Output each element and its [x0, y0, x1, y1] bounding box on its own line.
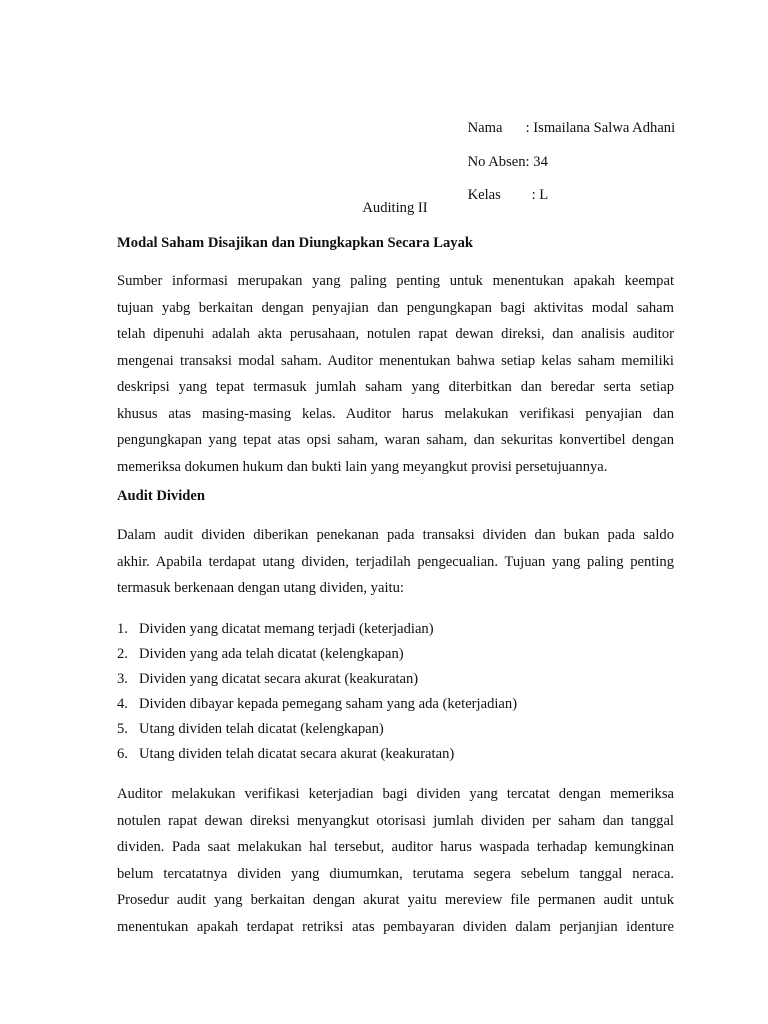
list-text: Dividen yang dicatat secara akurat (keakuratan) [139, 671, 419, 687]
list-number: 2. [117, 646, 128, 662]
class-value: : L [531, 187, 549, 203]
class-label: Kelas [467, 187, 501, 203]
section-heading-modal-saham: Modal Saham Disajikan dan Diungkapkan Secara Layak [117, 235, 474, 251]
name-value: : Ismailana Salwa Adhani [525, 120, 676, 136]
paragraph-line: notulen rapat dewan direksi menyangkut otorisasi jumlah dividen per saham dan tanggal [117, 812, 674, 829]
paragraph-modal-saham [117, 268, 674, 480]
list-number: 1. [117, 621, 128, 637]
paragraph-line: dividen. Pada saat melakukan hal tersebut, auditor harus waspada terhadap kemungkinan [117, 839, 674, 855]
paragraph-line: deskripsi yang tepat termasuk jumlah saham yang diterbitkan dan beredar serta setiap [117, 379, 674, 395]
absen-value: 34 [533, 154, 548, 170]
list-item [117, 667, 677, 692]
name-label: Nama [467, 120, 503, 136]
course-title-text: Auditing II [362, 200, 428, 216]
paragraph-line: khusus atas masing-masing kelas. Auditor harus melakukan verifikasi penyajian dan [117, 405, 674, 422]
list-number: 4. [117, 696, 128, 712]
paragraph-line: tujuan yabg berkaitan dengan penyajian dan pengungkapan bagi aktivitas modal saham [117, 299, 674, 316]
list-text: Utang dividen telah dicatat secara akurat (keakuratan) [139, 746, 455, 762]
section-heading-audit-dividen: Audit Dividen [117, 488, 205, 504]
list-text: Dividen yang ada telah dicatat (kelengkapan) [139, 646, 404, 662]
paragraph-line: Sumber informasi merupakan yang paling penting untuk menentukan apakah keempat [117, 273, 674, 289]
list-item [117, 642, 677, 667]
paragraph-line: pengungkapan yang tepat atas opsi saham, waran saham, dan sekuritas konvertibel dengan [117, 432, 674, 448]
paragraph-line: menentukan apakah terdapat retriksi atas pembayaran dividen dalam perjanjian identure [117, 918, 674, 935]
paragraph-line: Dalam audit dividen diberikan penekanan pada transaksi dividen dan bukan pada saldo [117, 527, 674, 543]
list-number: 3. [117, 671, 128, 687]
list-item [117, 692, 677, 717]
paragraph-line: mengenai transaksi modal saham. Auditor menentukan bahwa setiap kelas saham memiliki [117, 352, 674, 369]
paragraph-audit-dividen-intro [117, 522, 674, 602]
dividend-objectives-list [117, 617, 677, 767]
list-item [117, 742, 677, 767]
paragraph-line: belum tercatatnya dividen yang diumumkan, terutama segera sebelum tanggal neraca. [117, 865, 674, 882]
list-number: 5. [117, 721, 128, 737]
paragraph-line: memeriksa dokumen hukum dan bukti lain yang meyangkut provisi persetujuannya. [117, 458, 608, 475]
paragraph-line: telah dipenuhi adalah akta perusahaan, notulen rapat dewan direksi, dan analisis auditor [117, 326, 674, 342]
list-item [117, 717, 677, 742]
paragraph-line: Prosedur audit yang berkaitan dengan akurat yaitu mereview file permanen audit untuk [117, 892, 674, 908]
paragraph-line: Auditor melakukan verifikasi keterjadian bagi dividen yang tercatat dengan memeriksa [117, 786, 674, 802]
paragraph-audit-dividen-closing [117, 781, 674, 940]
list-text: Dividen dibayar kepada pemegang saham yang ada (keterjadian) [139, 696, 518, 712]
paragraph-line: akhir. Apabila terdapat utang dividen, terjadilah pengecualian. Tujuan yang paling penting [117, 553, 674, 570]
list-number: 6. [117, 746, 128, 762]
list-item [117, 617, 677, 642]
paragraph-line: termasuk berkenaan dengan utang dividen, yaitu: [117, 580, 404, 596]
list-text: Dividen yang dicatat memang terjadi (keterjadian) [139, 621, 434, 637]
course-title [0, 199, 768, 217]
absen-label: No Absen: [467, 154, 530, 170]
list-text: Utang dividen telah dicatat (kelengkapan) [139, 721, 384, 737]
